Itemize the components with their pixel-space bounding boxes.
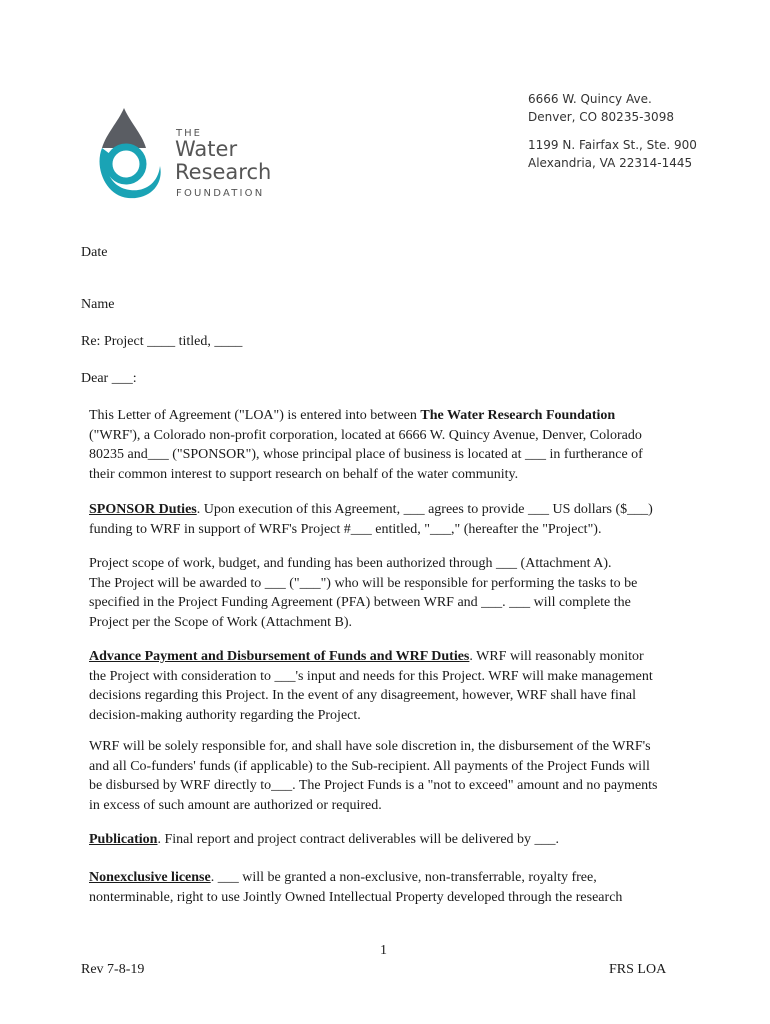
water-drop-icon [92,104,172,204]
name-line: Name [81,297,115,312]
address-alexandria [528,136,697,172]
sponsor-duties-heading: SPONSOR Duties [89,502,197,517]
document-code: FRS LOA [609,962,667,977]
sponsor-duties-paragraph [89,500,699,539]
re-line: Re: Project ____ titled, ____ [81,334,243,349]
license-heading: Nonexclusive license [89,870,211,885]
page-number: 1 [380,943,387,958]
salutation: Dear ___: [81,371,137,386]
license-text: . ___ will be granted a non-exclusive, non-transferrable, royalty free, [210,870,597,885]
disburse-line: and all Co-funders' funds (if applicable) to the Sub-recipient. All payments of the Project Funds will [89,758,650,774]
scope-line: The Project will be awarded to ___ ("___") who will be responsible for performing the tasks to be [89,575,638,591]
advance-payment-heading: Advance Payment and Disbursement of Funds and WRF Duties [89,649,470,664]
logo-water-text: Water [175,137,238,161]
address-line: Denver, CO 80235-3098 [528,110,674,124]
advance-line: decisions regarding this Project. In the event of any disagreement, however, WRF shall have final [89,688,636,703]
intro-line: ("WRF'), a Colorado non-profit corporation, located at 6666 W. Quincy Avenue, Denver, Colorado [89,427,642,443]
disburse-line: be disbursed by WRF directly to___. The Project Funds is a "not to exceed" amount and no payments [89,778,658,793]
address-line: 6666 W. Quincy Ave. [528,92,652,106]
sponsor-line: funding to WRF in support of WRF's Project #___ entitled, "___," (hereafter the "Project"). [89,521,602,537]
logo-research-text: Research [175,160,272,184]
license-line: nonterminable, right to use Jointly Owned Intellectual Property developed through the research [89,889,623,905]
disburse-line: in excess of such amount are authorized or required. [89,797,382,813]
intro-text: This Letter of Agreement ("LOA") is entered into between [89,408,421,423]
logo-foundation-text: FOUNDATION [176,188,265,199]
publication-heading: Publication [89,832,158,847]
publication-text: . Final report and project contract deliverables will be delivered by ___. [157,832,560,847]
date-line: Date [81,245,108,260]
advance-text: . WRF will reasonably monitor [469,649,644,664]
intro-paragraph [89,406,699,484]
address-denver [528,90,674,126]
logo-the-text: THE [176,128,202,139]
publication-paragraph [89,830,699,850]
sponsor-text: . Upon execution of this Agreement, ___ agrees to provide ___ US dollars ($___) [196,502,653,517]
address-line: 1199 N. Fairfax St., Ste. 900 [528,138,697,152]
revision-label: Rev 7-8-19 [81,962,145,977]
disburse-line: WRF will be solely responsible for, and shall have sole discretion in, the disbursement of the WRF's [89,739,651,754]
wrf-name-bold: The Water Research Foundation [420,408,616,423]
advance-payment-paragraph [89,647,699,725]
scope-line: Project per the Scope of Work (Attachment B). [89,614,352,630]
scope-line: specified in the Project Funding Agreement (PFA) between WRF and ___. ___ will complete the [89,595,631,610]
license-paragraph [89,868,699,907]
intro-line: their common interest to support research on behalf of the water community. [89,466,519,482]
disbursement-paragraph [89,737,699,815]
scope-line: Project scope of work, budget, and funding has been authorized through ___ (Attachment A). [89,556,612,571]
advance-line: the Project with consideration to ___'s input and needs for this Project. WRF will make management [89,668,653,684]
wrf-logo [92,104,272,204]
scope-paragraph [89,554,699,632]
advance-line: decision-making authority regarding the Project. [89,707,361,723]
intro-line: 80235 and___ ("SPONSOR"), whose principal place of business is located at ___ in furtherance of [89,447,643,462]
address-line: Alexandria, VA 22314-1445 [528,156,693,170]
